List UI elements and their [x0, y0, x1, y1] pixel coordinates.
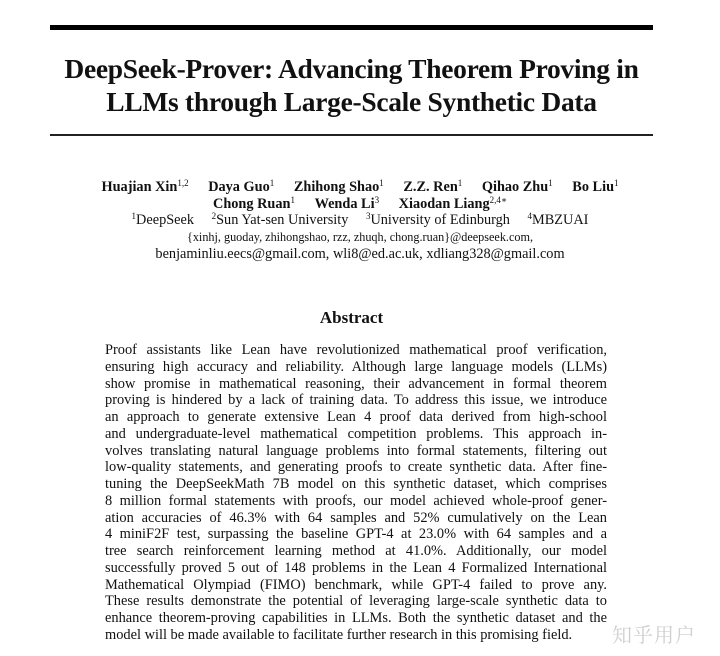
zhihu-watermark: 知乎用户	[612, 623, 696, 647]
email-line-2: benjaminliu.eecs@gmail.com, wli8@ed.ac.uk, xdliang328@gmail.com	[155, 245, 565, 262]
author-line-2	[50, 196, 670, 213]
author-name: Daya Guo	[208, 179, 270, 195]
abstract-line: model will be made available to facilitate further research in this promising field.	[105, 626, 573, 643]
title-line-1: DeepSeek-Prover: Advancing Theorem Proving in	[64, 53, 639, 84]
abstract-heading: Abstract	[319, 308, 384, 327]
title-line-2: LLMs through Large-Scale Synthetic Data	[106, 85, 597, 117]
author-name: Chong Ruan	[213, 195, 291, 212]
author-name: Z.Z. Ren	[403, 179, 458, 195]
affiliation-name: Sun Yat-sen University	[216, 212, 349, 229]
author-name: Wenda Li	[314, 195, 375, 212]
abstract-line: ensuring high accuracy and reliability. Although large language models (LLMs)	[105, 358, 607, 375]
top-rule	[50, 25, 653, 30]
abstract-line: 8 million formal statements with proofs, our model achieved whole-proof gener-	[105, 492, 607, 509]
abstract-line: show promise in mathematical reasoning, their advancement in formal theorem	[105, 375, 607, 392]
abstract-line: an approach to generate extensive Lean 4 proof data derived from high-school	[105, 409, 607, 425]
abstract-line: Proof assistants like Lean have revolutionized mathematical proof verification,	[105, 342, 607, 358]
bottom-rule	[50, 134, 653, 136]
abstract-line: and undergraduate-level mathematical competition problems. This approach in-	[105, 425, 607, 442]
author-block	[50, 179, 670, 263]
paper-title	[50, 53, 653, 118]
abstract-line: successfully proved 5 out of 148 problems in the Lean 4 Formalized International	[105, 559, 607, 576]
abstract-line: ation accuracies of 46.3% with 64 samples and 52% cumulatively on the Lean	[105, 509, 607, 526]
affiliation-name: University of Edinburgh	[370, 212, 510, 229]
abstract-line: 4 miniF2F test, surpassing the baseline GPT-4 at 23.0% with 64 samples and a	[105, 526, 607, 543]
affiliation-name: MBZUAI	[532, 212, 589, 229]
author-name: Qihao Zhu	[481, 179, 549, 195]
author-affiliation-marker: 1	[269, 178, 275, 188]
affiliation-marker: 2	[211, 211, 217, 222]
abstract-line: low-quality statements, and generating proofs to create synthetic data. After fine-	[105, 459, 607, 476]
affiliations-line	[50, 212, 670, 229]
author-affiliation-marker: 1	[548, 178, 553, 188]
author-line-1	[50, 179, 670, 196]
author-name: Xiaodan Liang	[398, 195, 490, 212]
abstract-line: tree search reinforcement learning method at 41.0%. Additionally, our model	[105, 543, 607, 559]
abstract-line: These results demonstrate the potential of leveraging large-scale synthetic data to	[105, 593, 607, 610]
abstract-body	[105, 342, 607, 644]
author-affiliation-marker: 1	[614, 178, 619, 188]
author-affiliation-marker: 1	[379, 178, 384, 188]
author-affiliation-marker: 2,4∗	[489, 194, 507, 205]
abstract-line: tuning the DeepSeekMath 7B model on this synthetic dataset, which comprises	[105, 476, 607, 492]
author-affiliation-marker: 1	[457, 178, 463, 188]
author-affiliation-marker: 1	[290, 194, 295, 205]
author-name: Bo Liu	[572, 179, 615, 195]
abstract-line: proving is hindered by a lack of training data. To address this issue, we introduce	[105, 392, 607, 409]
author-affiliation-marker: 3	[374, 194, 380, 205]
author-name: Zhihong Shao	[293, 179, 380, 195]
author-name: Huajian Xin	[101, 179, 178, 195]
email-line-1: {xinhj, guoday, zhihongshao, rzz, zhuqh, chong.ruan}@deepseek.com,	[186, 230, 534, 245]
affiliation-marker: 1	[131, 211, 137, 222]
abstract-line: enhance theorem-proving capabilities in LLMs. Both the synthetic dataset and the	[105, 610, 607, 626]
affiliation-marker: 3	[365, 211, 371, 222]
abstract-line: Mathematical Olympiad (FIMO) benchmark, while GPT-4 failed to prove any.	[105, 576, 607, 593]
affiliation-name: DeepSeek	[136, 212, 195, 229]
author-affiliation-marker: 1,2	[177, 178, 189, 188]
abstract-line: volves translating natural language problems into formal statements, filtering out	[105, 442, 607, 459]
affiliation-marker: 4	[527, 211, 533, 222]
